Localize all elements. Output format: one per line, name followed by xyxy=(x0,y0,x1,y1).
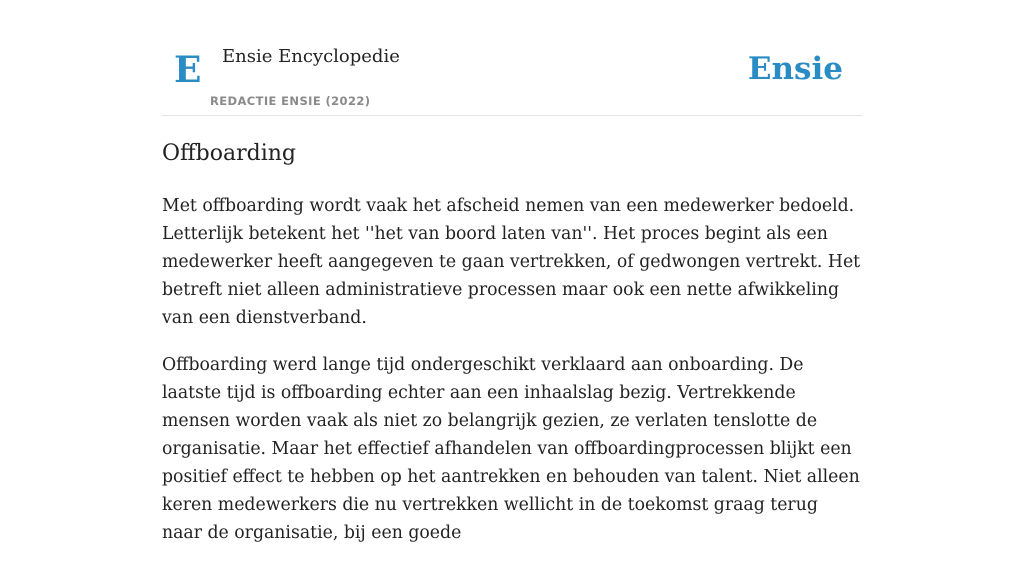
article-body xyxy=(162,192,862,566)
source-header xyxy=(162,0,862,116)
brand-logo[interactable]: Ensie xyxy=(747,51,843,87)
article-card xyxy=(162,0,862,543)
source-author-year: REDACTIE ENSIE (2022) xyxy=(210,94,371,108)
paragraph: Met offboarding wordt vaak het afscheid nemen van een medewerker bedoeld. Letterlijk betekent het ''het van boord laten van''. Het proces begint als een medewerker heeft aangegeven te gaan vertrekken, of gedwongen vertrekt. Het betreft niet alleen administratieve processen maar ook een nette afwikkeling van een dienstverband. xyxy=(162,196,861,328)
ensie-logo-icon[interactable]: E xyxy=(174,49,202,91)
paragraph: Offboarding werd lange tijd ondergeschikt verklaard aan onboarding. De laatste tijd is offboarding echter aan een inhaalslag bezig. Vertrekkende mensen worden vaak als niet zo belangrijk gezien, ze verlaten tenslotte de organisatie. Maar het effectief afhandelen van offboardingprocessen blijkt een positief effect te hebben op het aantrekken en behouden van talent. Niet alleen keren medewerkers die nu vertrekken wellicht in de toekomst graag terug naar de organisatie, bij een goede xyxy=(162,355,860,543)
source-title[interactable]: Ensie Encyclopedie xyxy=(222,46,400,67)
article-title: Offboarding xyxy=(162,141,296,166)
